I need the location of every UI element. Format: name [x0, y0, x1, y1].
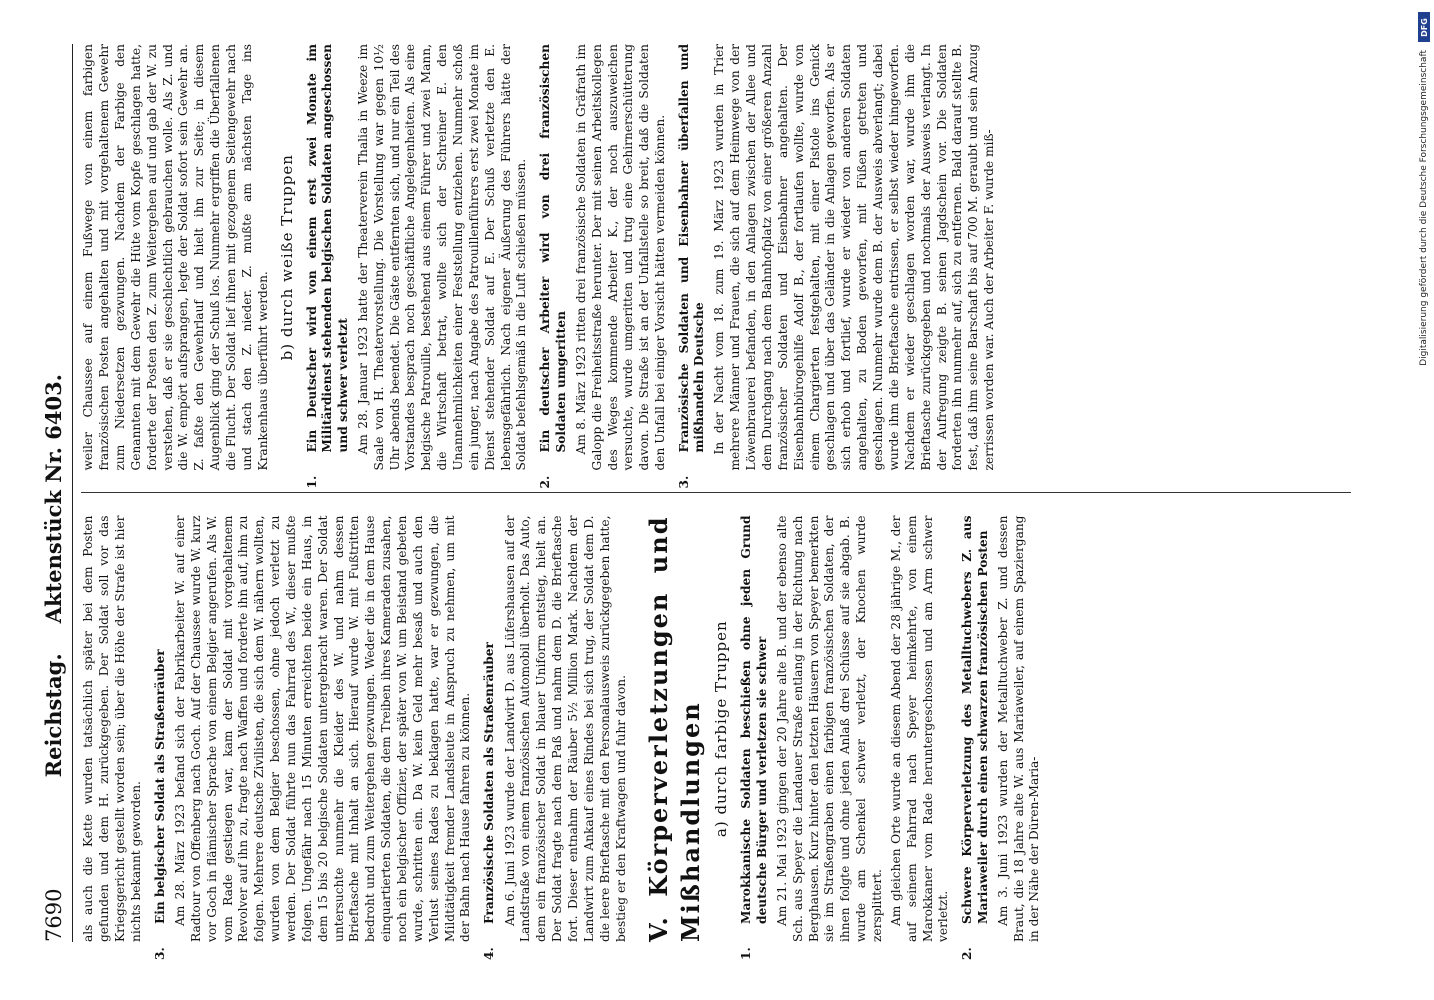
column-divider [81, 493, 1351, 494]
subchapter-title: b) durch weiße Truppen [277, 154, 296, 361]
paragraph: weiler Chaussee auf einem Fußwege von einem farbigen französischen Posten angehalten und mit vorgehaltenem Gewehr zum Niedersetzen gezwungen. Nachdem der Farbige den Genannten mit dem Gewehr die Hüte vom Kopfe geschlagen hatte, forderte der Posten den Z. zum Weitergehen auf und gab der W. zu verstehen, daß er sie geschlechtlich gebrauchen wolle. Als Z. und die W. empört aufsprangen, legte der Soldat sofort sein Gewehr an. Z. faßte den Gewehrlauf und hielt ihn zur Seite; in diesem Augenblick ging der Schuß los. Nunmehr ergriffen die Überfallenen die Flucht. Der Soldat lief ihnen mit gezogenem Seitengewehr nach und stach den Z. nieder. Z. mußte am nächsten Tage ins Krankenhaus überführt werden. [81, 44, 270, 471]
section-heading: 3.Ein belgischer Soldat als Straßenräuber [152, 649, 167, 960]
section-heading: 2.Schwere Körperverletzung des Metalltuchwebers Z. aus Mariaweiler durch einen schwarzen französischen Posten [960, 515, 990, 960]
paragraph: als auch die Kette wurden tatsächlich später bei dem Posten gefunden und dem H. zurückgegeben. Der Soldat soll vor das Kriegsgericht gestellt worden sein; über die Höhe der Strafe ist hier nichts bekannt geworden. [81, 515, 143, 942]
subchapter-title: a) durch farbige Truppen [711, 620, 730, 838]
credit-text: Digitalisierung gefördert durch die Deutsche Forschungsgemeinschaft [1419, 50, 1429, 366]
running-title: Reichstag. [41, 653, 66, 778]
section-heading: 1.Ein Deutscher wird von einem erst zwei Monate im Militärdienst stehenden belgischen Soldaten angeschossen und schwer verletzt [305, 44, 350, 489]
dfg-logo-icon: DFG [1418, 12, 1430, 42]
paragraph: Am 6. Juni 1923 wurde der Landwirt D. aus Lüfershausen auf der Landstraße von einem französischen Automobil überholt. Das Auto, dem ein französischer Soldat in blauer Uniform entstieg, hielt an. Der Soldat fragte nach dem Paß und nahm dem D. die Brieftasche fort. Dieser entnahm der Räuber 5½ Million Mark. Nachdem der Landwirt zum Ankauf eines Rindes bei sich trug, der Soldat dem D. die leere Brieftasche mit den Personalausweis zurückgegeben hatte, bestieg er den Kraftwagen und fuhr davon. [502, 515, 628, 942]
left-column [81, 515, 1351, 960]
page-header [40, 44, 73, 942]
document-number: Aktenstück Nr. 6403. [41, 374, 66, 624]
section-heading: 2.Ein deutscher Arbeiter wird von drei französischen Soldaten umgeritten [538, 44, 568, 489]
page-number: 7690 [42, 888, 66, 942]
digitization-credit [1416, 12, 1432, 988]
chapter-title: V. Körperverletzungen und Mißhandlungen [644, 515, 705, 942]
section-heading: 1.Marokkanische Soldaten beschießen ohne jeden Grund deutsche Bürger und verletzen sie schwer [739, 515, 769, 960]
paragraph: Am gleichen Orte wurde an diesem Abend der 28 jährige M., der auf seinem Fahrrad nach Speyer heimkehrte, von einem Marokkaner vom Rade heruntergeschossen und am Arm schwer verletzt. [888, 515, 951, 942]
paragraph: Am 28. März 1923 befand sich der Fabrikarbeiter W. auf einer Radtour von Offenberg nach Goch. Auf der Chaussee wurde W. kurz vor Goch in flämischer Sprache von einem Belgier angerufen. Als W. vom Rade gestiegen war, kam der Soldat mit vorgehaltenem Revolver auf ihn zu, fragte nach Waffen und forderte ihn auf, ihm zu folgen. Mehrere deutsche Zivilisten, die sich dem W. nähern wollten, wurden von dem Belgier beschossen, ohne jedoch verletzt zu werden. Der Soldat führte nun das Fahrrad des W., dieser mußte folgen. Ungefähr nach 15 Minuten erreichten beide ein Haus, in dem 15 bis 20 belgische Soldaten untergebracht waren. Der Soldat untersuchte nunmehr die Kleider des W. und nahm dessen Brieftasche mit Inhalt an sich. Hierauf wurde W. mit Fußtritten bedroht und zum Weitergehen gezwungen. Weder die in dem Hause einquartierten Soldaten, die dem Treiben ihres Kameraden zusahen, noch ein belgischer Offizier, der später von W. um Beistand gebeten wurde, schritten ein. Da W. kein Geld mehr besaß und auch den Verlust seines Rades zu beklagen hatte, war er gezwungen, die Mildtätigkeit fremder Landsleute in Anspruch zu nehmen, um mit der Bahn nach Hause fahren zu können. [172, 515, 473, 942]
paragraph: Am 21. Mai 1923 gingen der 20 Jahre alte B. und der ebenso alte Sch. aus Speyer die Landauer Straße entlang in der Richtung nach Berghausen. Kurz hinter den letzten Häusern von Speyer bemerkten sie im Straßengraben einen farbigen französischen Soldaten, der ihnen folgte und ohne jeden Anlaß drei Schüsse auf sie abgab. B. wurde am Schenkel schwer verletzt, der Knochen wurde zersplittert. [774, 515, 884, 942]
paragraph: Am 3. Juni 1923 wurden der Metalltuchweber Z. und dessen Braut, die 18 Jahre alte W. aus Mariaweiler, auf einem Spaziergang in der Nähe der Düren-Maria- [995, 515, 1042, 942]
section-heading: 3.Französische Soldaten und Eisenbahner überfallen und mißhandeln Deutsche [676, 44, 707, 489]
paragraph: In der Nacht vom 18. zum 19. März 1923 wurden in Trier mehrere Männer und Frauen, die sich auf dem Heimwege von der Löwenbrauerei befanden, in den Anlagen zwischen der Allee und dem Durchgang nach dem Bahnhofplatz von einer größeren Anzahl französischer Soldaten und Eisenbahner angehalten. Der Eisenbahnbürogehilfe Adolf B., der fortlaufen wollte, wurde von einem Chargierten festgehalten, mit einer Pistole ins Genick geschlagen und über das Geländer in die Anlagen geworfen. Als er sich erhob und fortlief, wurde er wieder von anderen Soldaten angehalten, zu Boden geworfen, mit Füßen getreten und geschlagen. Nunmehr wurde dem B. der Ausweis abverlangt; dabei wurde ihm die Brieftasche entrissen, er selbst wieder hingeworfen. Nachdem er wieder geschlagen worden war, wurde ihm die Brieftasche zurückgegeben und nochmals der Ausweis verlangt. In der Aufregung zeigte B. seinen Jagdschein vor. Die Soldaten forderten ihn nunmehr auf, sich zu entfernen. Bald darauf stellte B. fest, daß ihm seine Barschaft bis auf 700 M. geraubt und sein Anzug zerrissen worden war. Auch der Arbeiter F. wurde miß- [712, 44, 997, 471]
section-heading: 4.Französische Soldaten als Straßenräuber [482, 642, 497, 960]
right-column [81, 44, 1351, 489]
paragraph: Am 8. März 1923 ritten drei französische Soldaten in Gräfrath im Galopp die Freiheitsstraße herunter. Der mit seinen Arbeitskollegen des Weges kommende Arbeiter K., der noch auszuweichen versuchte, wurde umgeritten und trug eine Gehirnerschütterung davon. Die Straße ist an der Unfallstelle so breit, daß die Soldaten den Unfall bei einiger Vorsicht hätten vermeiden können. [573, 44, 668, 471]
paragraph: Am 28. Januar 1923 hatte der Theaterverein Thalia in Weeze im Saale von H. Theatervorstellung. Die Vorstellung war gegen 10½ Uhr abends beendet. Die Gäste entfernten sich, und nur ein Teil des Vorstandes besprach noch geschäftliche Angelegenheiten. Als eine belgische Patrouille, bestehend aus einem Führer und zwei Mann, die Wirtschaft betrat, wollte sich der Schreiner E. den Unannehmlichkeiten einer Feststellung entziehen. Nunmehr schoß ein junger, nach Angabe des Patrouillenführers erst zwei Monate im Dienst stehender Soldat auf E. Der Schuß verletzte den E. lebensgefährlich. Nach eigener Äußerung des Führers hätte der Soldat befehlsgemäß in die Luft schießen müssen. [355, 44, 529, 471]
